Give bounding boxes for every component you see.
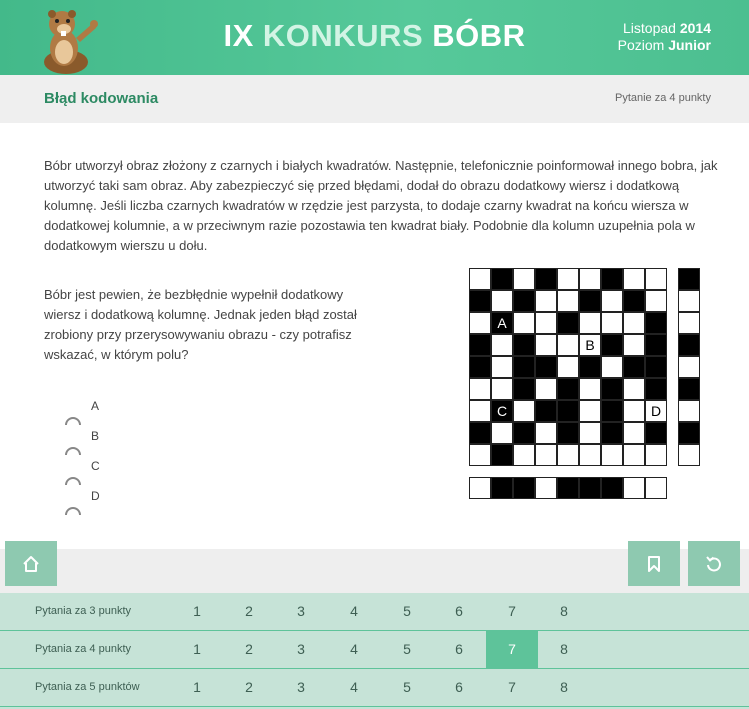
grid-cell — [558, 401, 579, 422]
parity-column-cell — [679, 423, 700, 444]
grid-marker-label: C — [496, 403, 508, 419]
nav-question-4-7-current[interactable]: 7 — [486, 631, 538, 668]
grid-cell — [470, 357, 491, 378]
grid-cell — [536, 357, 557, 378]
nav-question-3-1[interactable]: 1 — [193, 603, 201, 619]
parity-row-cell — [514, 478, 535, 499]
radio-icon[interactable] — [64, 501, 82, 519]
nav-question-5-1[interactable]: 1 — [193, 679, 201, 695]
grid-cell — [624, 313, 645, 334]
grid-cell — [558, 313, 579, 334]
grid-cell — [646, 379, 667, 400]
grid-cell — [492, 379, 513, 400]
nav-question-4-6[interactable]: 6 — [455, 641, 463, 657]
nav-row-label: Pytania za 4 punkty — [35, 643, 132, 655]
grid-cell — [514, 445, 535, 466]
grid-cell — [602, 269, 623, 290]
grid-cell — [536, 335, 557, 356]
grid-cell — [558, 291, 579, 312]
grid-cell — [624, 291, 645, 312]
grid-cell — [514, 335, 535, 356]
grid-cell — [470, 291, 491, 312]
grid-cell — [602, 445, 623, 466]
grid-cell — [492, 445, 513, 466]
grid-cell — [514, 401, 535, 422]
parity-column-cell — [679, 335, 700, 356]
parity-column-cell — [679, 357, 700, 378]
nav-question-3-2[interactable]: 2 — [245, 603, 253, 619]
grid-cell — [580, 423, 601, 444]
grid-cell — [580, 379, 601, 400]
grid-cell — [602, 313, 623, 334]
nav-question-5-5[interactable]: 5 — [403, 679, 411, 695]
nav-question-3-3[interactable]: 3 — [297, 603, 305, 619]
grid-cell — [624, 423, 645, 444]
grid-cell — [536, 423, 557, 444]
parity-row-cell — [492, 478, 513, 499]
nav-question-3-8[interactable]: 8 — [560, 603, 568, 619]
bookmark-icon — [644, 554, 664, 574]
parity-column-cell — [679, 313, 700, 334]
grid-cell — [536, 269, 557, 290]
grid-cell — [536, 291, 557, 312]
grid-cell — [514, 423, 535, 444]
nav-row-label: Pytania za 5 punktów — [35, 681, 140, 693]
grid-cell — [514, 379, 535, 400]
grid-cell — [646, 423, 667, 444]
grid-cell — [624, 445, 645, 466]
task-question: Bóbr jest pewien, że bezbłędnie wypełnił dodatkowy wiersz i dodatkową kolumnę. Jednak jeden błąd został zrobiony przy przerysowywaniu obrazu - czy potrafisz wskazać, w którym polu? — [44, 287, 357, 362]
grid-cell — [558, 379, 579, 400]
grid-cell — [492, 335, 513, 356]
grid-cell — [580, 445, 601, 466]
task-points: Pytanie za 4 punkty — [614, 92, 711, 104]
bookmark-button[interactable] — [628, 541, 680, 586]
grid-cell — [558, 269, 579, 290]
parity-column-cell — [679, 291, 700, 312]
undo-button[interactable] — [688, 541, 740, 586]
grid-cell — [602, 335, 623, 356]
grid-cell — [624, 335, 645, 356]
grid-cell — [602, 423, 623, 444]
contest-meta: Listopad 2014 Poziom Junior — [617, 20, 711, 53]
question-navigation — [0, 593, 749, 709]
task-description: Bóbr utworzył obraz złożony z czarnych i białych kwadratów. Następnie, telefonicznie poinformował innego bobra, jak utworzyć taki sam obraz. Aby zabezpieczyć się przed błędami, dodał do obrazu dodatkowy wiersz i dodatkową kolumnę. Jeśli liczba czarnych kwadratów w rzędzie jest parzysta, to dodaje czarny kwadrat na końcu wiersza w dodatkowej kolumnie, a w przeciwnym razie pozostawia ten kwadrat biały. Podobnie dla kolumn uzupełnia pola w dodatkowym wierszu u dołu. — [44, 158, 718, 253]
nav-question-5-4[interactable]: 4 — [350, 679, 358, 695]
grid-cell — [536, 445, 557, 466]
radio-icon[interactable] — [64, 441, 82, 459]
undo-icon — [704, 554, 724, 574]
nav-question-4-1[interactable]: 1 — [193, 641, 201, 657]
task-bar — [0, 75, 749, 123]
contest-title: IX KONKURS BÓBR — [223, 18, 526, 53]
nav-row-label: Pytania za 3 punkty — [35, 605, 132, 617]
grid-cell — [558, 423, 579, 444]
header — [0, 0, 749, 75]
nav-question-3-4[interactable]: 4 — [350, 603, 358, 619]
grid-cell — [558, 335, 579, 356]
nav-question-4-5[interactable]: 5 — [403, 641, 411, 657]
grid-cell — [470, 313, 491, 334]
grid-marker-label: A — [497, 315, 507, 331]
nav-question-5-7[interactable]: 7 — [508, 679, 516, 695]
grid-cell — [558, 357, 579, 378]
grid-cell — [580, 357, 601, 378]
nav-question-3-6[interactable]: 6 — [455, 603, 463, 619]
grid-cell — [470, 335, 491, 356]
parity-row-cell — [470, 478, 491, 499]
grid-cell — [580, 269, 601, 290]
grid-cell — [492, 357, 513, 378]
nav-row-3-points — [0, 593, 749, 630]
grid-cell — [536, 379, 557, 400]
grid-cell — [580, 401, 601, 422]
nav-question-3-5[interactable]: 5 — [403, 603, 411, 619]
grid-cell — [514, 291, 535, 312]
nav-question-4-2[interactable]: 2 — [245, 641, 253, 657]
nav-question-5-2[interactable]: 2 — [245, 679, 253, 695]
radio-icon[interactable] — [64, 411, 82, 429]
grid-marker-label: B — [585, 337, 595, 353]
parity-column-cell — [679, 401, 700, 422]
grid-cell — [602, 357, 623, 378]
grid-cell — [646, 445, 667, 466]
answer-label: B — [91, 429, 100, 443]
parity-column-cell — [679, 379, 700, 400]
answer-label: D — [91, 489, 100, 503]
parity-row-cell — [558, 478, 579, 499]
nav-question-3-7[interactable]: 7 — [508, 603, 516, 619]
grid-cell — [602, 291, 623, 312]
answer-label: C — [91, 459, 100, 473]
nav-row-4-points — [0, 631, 749, 668]
nav-divider — [0, 706, 749, 707]
grid-cell — [580, 313, 601, 334]
grid-cell — [492, 269, 513, 290]
parity-row-cell — [580, 478, 601, 499]
parity-row-cell — [602, 478, 623, 499]
pixel-grid — [469, 268, 704, 500]
grid-cell — [514, 269, 535, 290]
grid-cell — [492, 291, 513, 312]
grid-cell — [646, 313, 667, 334]
control-bar — [0, 549, 749, 593]
grid-cell — [646, 269, 667, 290]
parity-column-cell — [679, 445, 700, 466]
grid-cell — [470, 423, 491, 444]
parity-row-cell — [536, 478, 557, 499]
task-title: Błąd kodowania — [44, 90, 159, 107]
grid-cell — [492, 423, 513, 444]
pixel-grid-figure — [469, 268, 704, 504]
grid-cell — [624, 269, 645, 290]
grid-cell — [602, 379, 623, 400]
parity-column-cell — [679, 269, 700, 290]
grid-marker-label: D — [650, 403, 662, 419]
grid-cell — [514, 313, 535, 334]
nav-question-5-8[interactable]: 8 — [560, 679, 568, 695]
grid-cell — [602, 401, 623, 422]
nav-question-5-6[interactable]: 6 — [455, 679, 463, 695]
grid-cell — [536, 313, 557, 334]
grid-cell — [470, 445, 491, 466]
grid-cell — [580, 291, 601, 312]
grid-cell — [624, 401, 645, 422]
grid-cell — [514, 357, 535, 378]
grid-cell — [624, 357, 645, 378]
parity-row-cell — [646, 478, 667, 499]
radio-icon[interactable] — [64, 471, 82, 489]
grid-cell — [624, 379, 645, 400]
nav-row-5-points — [0, 669, 749, 706]
grid-cell — [646, 357, 667, 378]
grid-cell — [558, 445, 579, 466]
grid-cell — [646, 291, 667, 312]
parity-row-cell — [624, 478, 645, 499]
home-icon — [21, 554, 41, 574]
grid-cell — [470, 269, 491, 290]
grid-cell — [470, 379, 491, 400]
nav-question-4-8[interactable]: 8 — [560, 641, 568, 657]
nav-question-5-3[interactable]: 3 — [297, 679, 305, 695]
nav-question-4-4[interactable]: 4 — [350, 641, 358, 657]
answer-label: A — [91, 399, 100, 413]
nav-question-4-3[interactable]: 3 — [297, 641, 305, 657]
grid-cell — [646, 335, 667, 356]
grid-cell — [536, 401, 557, 422]
home-button[interactable] — [5, 541, 57, 586]
grid-cell — [470, 401, 491, 422]
